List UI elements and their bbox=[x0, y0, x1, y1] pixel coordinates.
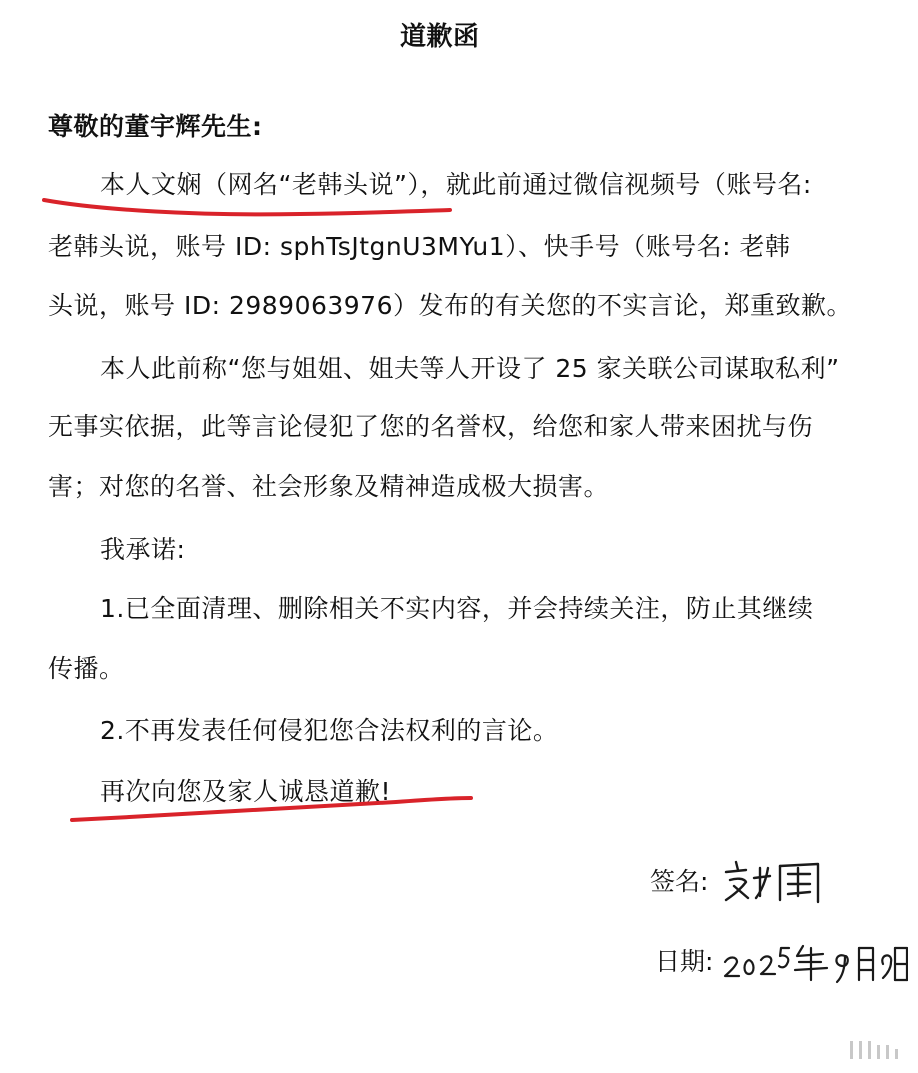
date-label: 日期: bbox=[655, 947, 714, 976]
letter-title: 道歉函 bbox=[400, 22, 480, 52]
date-row bbox=[655, 940, 908, 984]
paragraph-2-line-3: 害；对您的名誉、社会形象及精神造成极大损害。 bbox=[48, 472, 610, 501]
signature-label: 签名: bbox=[650, 867, 709, 896]
handwritten-signature bbox=[722, 858, 832, 906]
handwritten-date bbox=[723, 940, 908, 984]
red-underline-mark-2 bbox=[66, 790, 486, 830]
paragraph-1-line-3: 头说，账号 ID: 2989063976）发布的有关您的不实言论，郑重致歉。 bbox=[48, 291, 852, 320]
paragraph-2-line-2: 无事实依据，此等言论侵犯了您的名誉权，给您和家人带来困扰与伤 bbox=[48, 412, 814, 441]
paragraph-1-line-1: 本人文娴（网名“老韩头说”），就此前通过微信视频号（账号名: bbox=[100, 170, 812, 199]
red-underline-mark-1 bbox=[40, 190, 460, 220]
watermark-marks bbox=[850, 1041, 898, 1059]
signature-row bbox=[650, 858, 832, 906]
commitment-item-2: 2.不再发表任何侵犯您合法权利的言论。 bbox=[100, 716, 559, 745]
commitment-item-1-line-1: 1.已全面清理、删除相关不实内容，并会持续关注，防止其继续 bbox=[100, 594, 814, 623]
salutation: 尊敬的董宇辉先生: bbox=[48, 112, 263, 141]
paragraph-2-line-1: 本人此前称“您与姐姐、姐夫等人开设了 25 家关联公司谋取私利” bbox=[100, 354, 840, 383]
paragraph-1-line-2: 老韩头说，账号 ID: sphTsJtgnU3MYu1）、快手号（账号名: 老韩 bbox=[48, 232, 791, 261]
closing-apology: 再次向您及家人诚恳道歉! bbox=[100, 777, 392, 806]
commitment-heading: 我承诺: bbox=[100, 535, 186, 564]
commitment-item-1-line-2: 传播。 bbox=[48, 654, 125, 683]
